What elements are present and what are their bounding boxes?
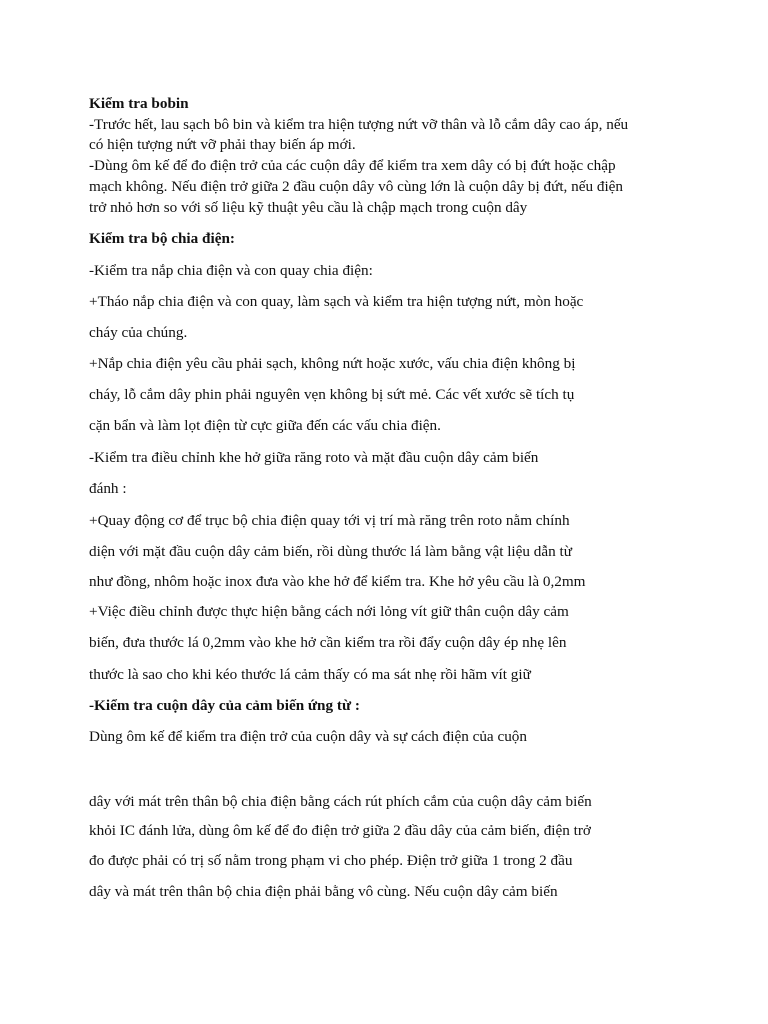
text-line: +Tháo nắp chia điện và con quay, làm sạch và kiểm tra hiện tượng nứt, mòn hoặc xyxy=(89,293,584,310)
text-line: trở nhỏ hơn so với số liệu kỹ thuật yêu cầu là chập mạch trong cuộn dây xyxy=(89,199,528,216)
heading-kiem-tra-bo-chia-dien: Kiểm tra bộ chia điện: xyxy=(89,230,235,247)
text-line: diện với mặt đầu cuộn dây cảm biến, rồi dùng thước lá làm bằng vật liệu dẫn từ xyxy=(89,543,572,560)
text-line: có hiện tượng nứt vỡ phải thay biến áp mới. xyxy=(89,136,356,153)
text-line: -Trước hết, lau sạch bô bin và kiểm tra hiện tượng nứt vỡ thân và lỗ cắm dây cao áp, nếu xyxy=(89,116,629,133)
text-line: dây với mát trên thân bộ chia điện bằng cách rút phích cắm của cuộn dây cảm biến xyxy=(89,793,592,810)
text-line: +Quay động cơ để trục bộ chia điện quay tới vị trí mà răng trên roto nằm chính xyxy=(89,512,570,529)
text-line: Dùng ôm kế để kiểm tra điện trở của cuộn dây và sự cách điện của cuộn xyxy=(89,728,527,745)
text-line: đo được phải có trị số nằm trong phạm vi cho phép. Điện trở giữa 1 trong 2 đầu xyxy=(89,852,573,869)
text-line: cặn bẩn và làm lọt điện từ cực giữa đến các vấu chia điện. xyxy=(89,417,441,434)
text-line: đánh : xyxy=(89,480,127,497)
text-line: thước là sao cho khi kéo thước lá cảm thấy có ma sát nhẹ rồi hãm vít giữ xyxy=(89,666,531,683)
text-line: như đồng, nhôm hoặc inox đưa vào khe hở để kiểm tra. Khe hở yêu cầu là 0,2mm xyxy=(89,573,586,590)
heading-kiem-tra-bobin: Kiểm tra bobin xyxy=(89,95,189,112)
text-line: mạch không. Nếu điện trở giữa 2 đầu cuộn dây vô cùng lớn là cuộn dây bị đứt, nếu điện xyxy=(89,178,624,195)
text-line: -Dùng ôm kế để đo điện trở của các cuộn dây để kiểm tra xem dây có bị đứt hoặc chập xyxy=(89,157,616,174)
text-line: dây và mát trên thân bộ chia điện phải bằng vô cùng. Nếu cuộn dây cảm biến xyxy=(89,883,558,900)
text-line: +Việc điều chỉnh được thực hiện bằng cách nới lỏng vít giữ thân cuộn dây cảm xyxy=(89,603,569,620)
text-line: +Nắp chia điện yêu cầu phải sạch, không nứt hoặc xước, vấu chia điện không bị xyxy=(89,355,576,372)
text-line: -Kiểm tra điều chỉnh khe hở giữa răng roto và mặt đầu cuộn dây cảm biến xyxy=(89,449,539,466)
text-line: khỏi IC đánh lửa, dùng ôm kế để đo điện trở giữa 2 đầu dây của cảm biến, điện trở xyxy=(89,822,591,839)
heading-kiem-tra-cuon-day: -Kiểm tra cuộn dây của cảm biến ứng từ : xyxy=(89,697,360,714)
text-line: cháy, lỗ cắm dây phin phải nguyên vẹn không bị sứt mẻ. Các vết xước sẽ tích tụ xyxy=(89,386,575,403)
text-line: cháy của chúng. xyxy=(89,324,188,341)
text-line: biến, đưa thước lá 0,2mm vào khe hở cần kiểm tra rồi đẩy cuộn dây ép nhẹ lên xyxy=(89,634,567,651)
text-line: -Kiểm tra nắp chia điện và con quay chia điện: xyxy=(89,262,373,279)
